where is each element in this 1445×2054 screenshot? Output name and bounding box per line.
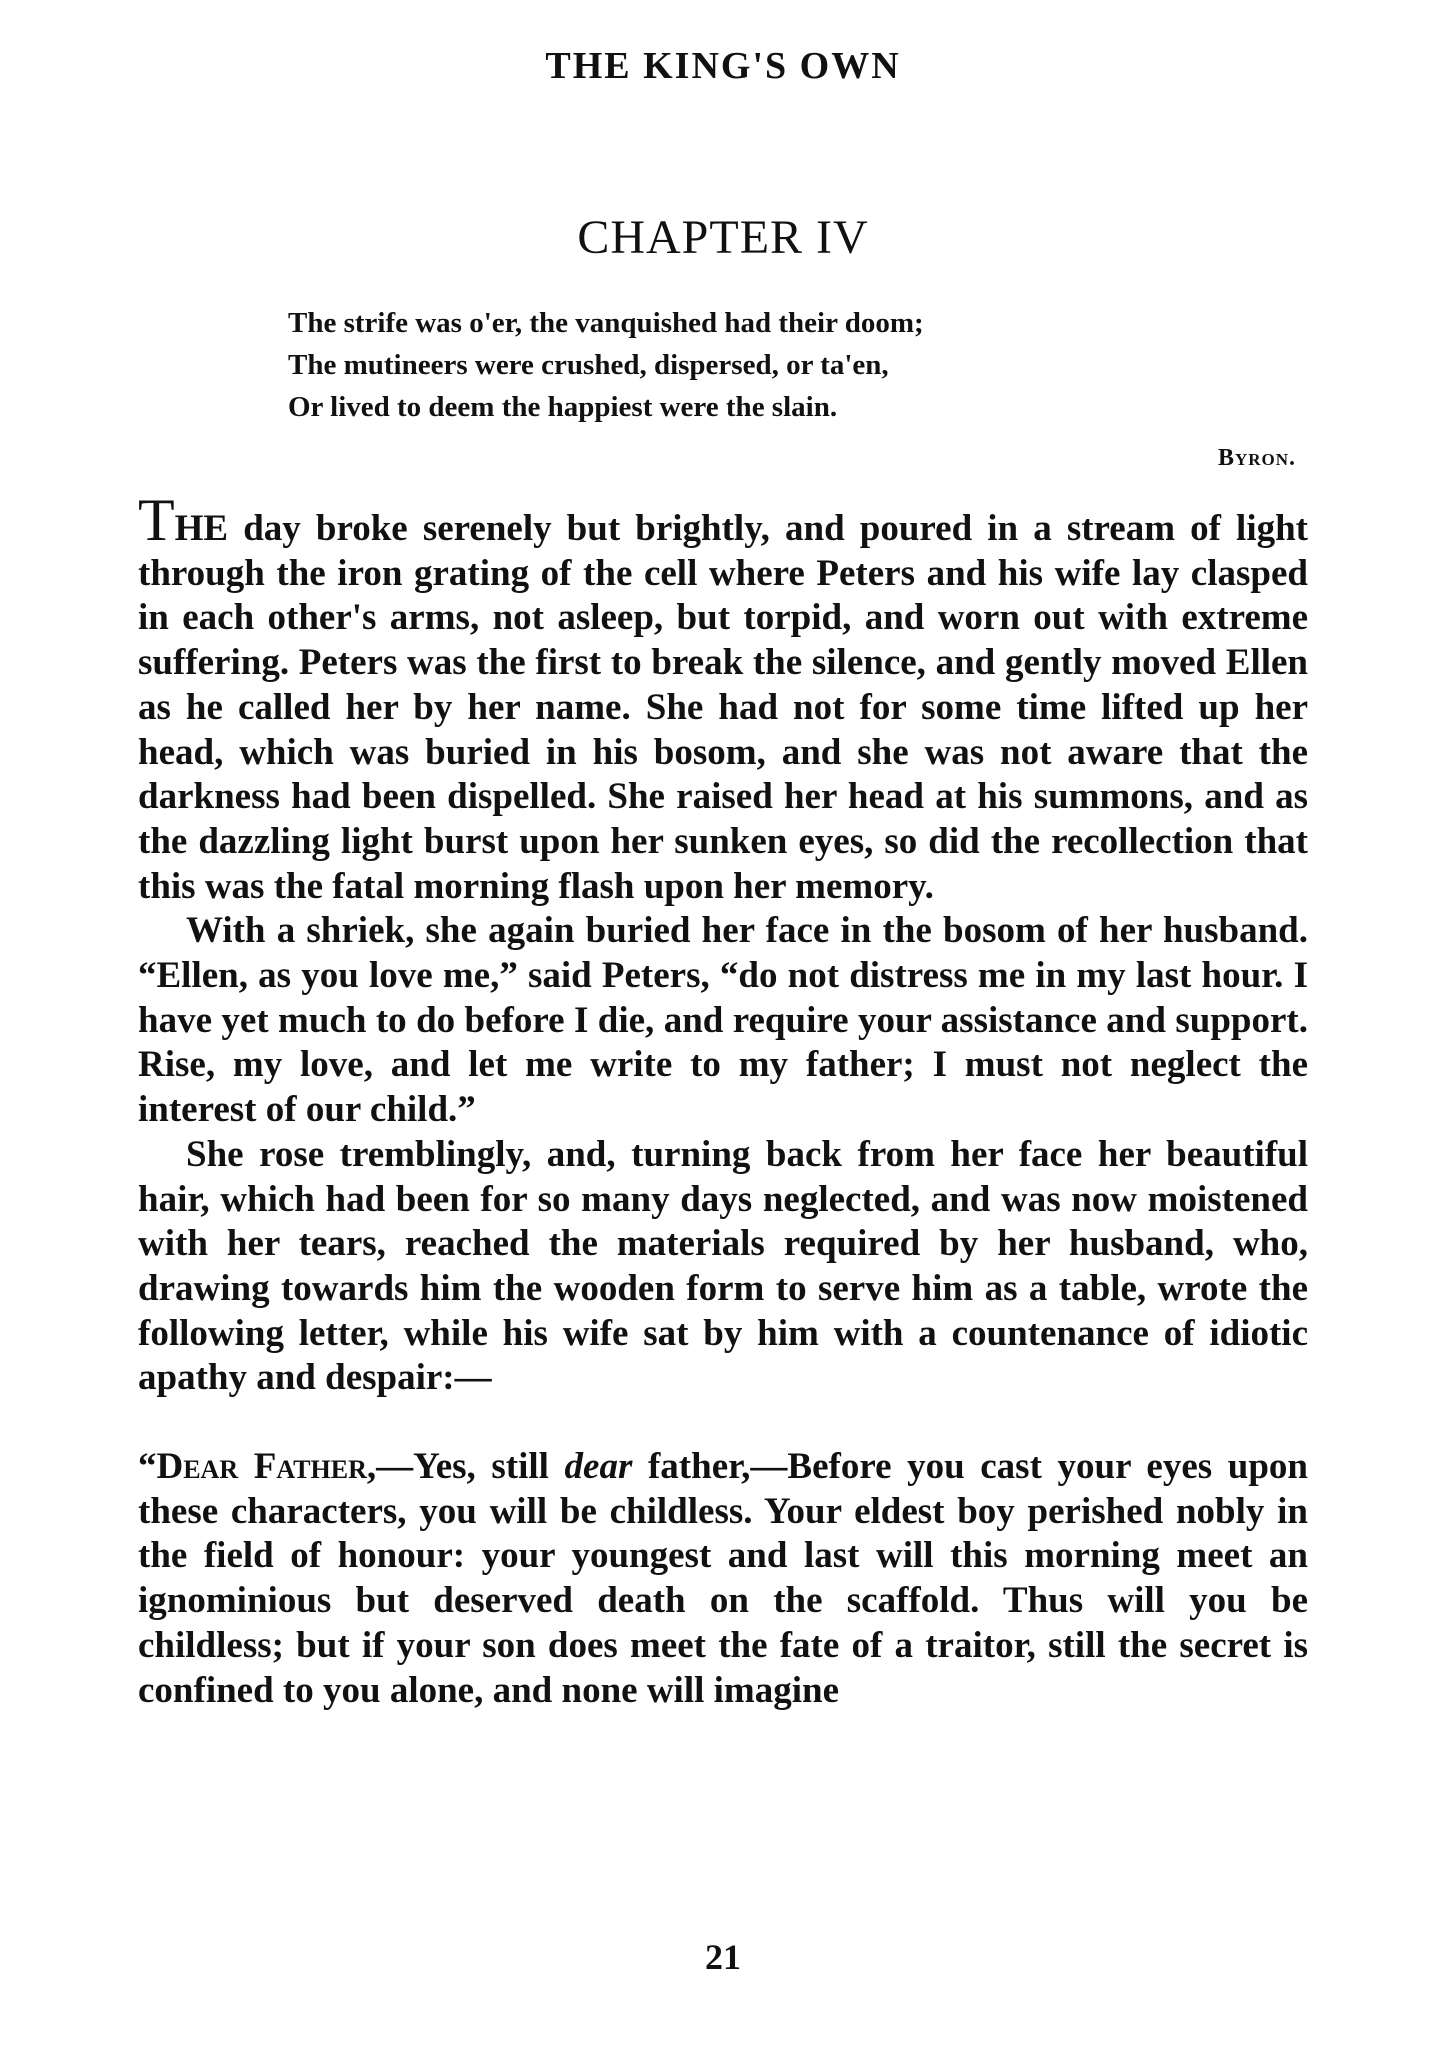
drop-cap: T xyxy=(138,487,175,553)
opening-caps: HE xyxy=(174,508,229,549)
letter-paragraph xyxy=(138,1445,1308,1713)
open-quote: “ xyxy=(138,1446,157,1488)
emphasis: dear xyxy=(564,1446,633,1488)
body-text xyxy=(138,487,1309,1713)
paragraph-text: day broke serenely but brightly, and poured in a stream of light through the iron grating of the cell where Peters and his wife lay clasped in each other's arms, not asleep, but torpid, and worn out with extreme suffering. Peters was the first to break the silence, and gently moved Ellen as he called her by her name. She had not for some time lifted up her head, which was buried in his bosom, and she was not aware that the darkness had been dispelled. She raised her head at his summons, and as the dazzling light burst upon her sunken eyes, so did the recollection that this was the fatal morning flash upon her memory. xyxy=(138,508,1308,907)
epigraph-attribution: Byron. xyxy=(1217,445,1296,471)
letter-salutation: Dear Father, xyxy=(156,1446,377,1488)
running-head: THE KING'S OWN xyxy=(545,45,901,87)
letter-text: —Yes, still xyxy=(376,1446,565,1488)
letter-text: father,—Before you cast your eyes upon these characters, you will be childless. Your eldest boy perished nobly in the field of honour: your youngest and last will this morning meet an ignominious but deserved death on the scaffold. Thus will you be childless; but if your son does meet the fate of a traitor, still the secret is confined to you alone, and none will imagine xyxy=(138,1446,1309,1711)
paragraph: With a shriek, she again buried her face in the bosom of her husband. “Ellen, as you love me,” said Peters, “do not distress me in my last hour. I have yet much to do before I die, and require your assistance and support. Rise, my love, and let me write to my father; I must not neglect the interest of our child.” xyxy=(138,910,1308,1131)
paragraph: She rose tremblingly, and, turning back from her face her beautiful hair, which had been for so many days neglected, and was now moistened with her tears, reached the materials required by her husband, who, drawing towards him the wooden form to serve him as a table, wrote the following letter, while his wife sat by him with a countenance of idiotic apathy and despair:— xyxy=(138,1133,1308,1399)
epigraph-line: Or lived to deem the happiest were the slain. xyxy=(288,391,838,423)
epigraph-line: The mutineers were crushed, dispersed, or ta'en, xyxy=(288,349,889,381)
epigraph xyxy=(288,302,1308,471)
chapter-title: CHAPTER IV xyxy=(577,211,869,264)
page-number: 21 xyxy=(705,1937,741,1977)
epigraph-line: The strife was o'er, the vanquished had their doom; xyxy=(288,307,924,339)
paragraph xyxy=(138,487,1308,909)
